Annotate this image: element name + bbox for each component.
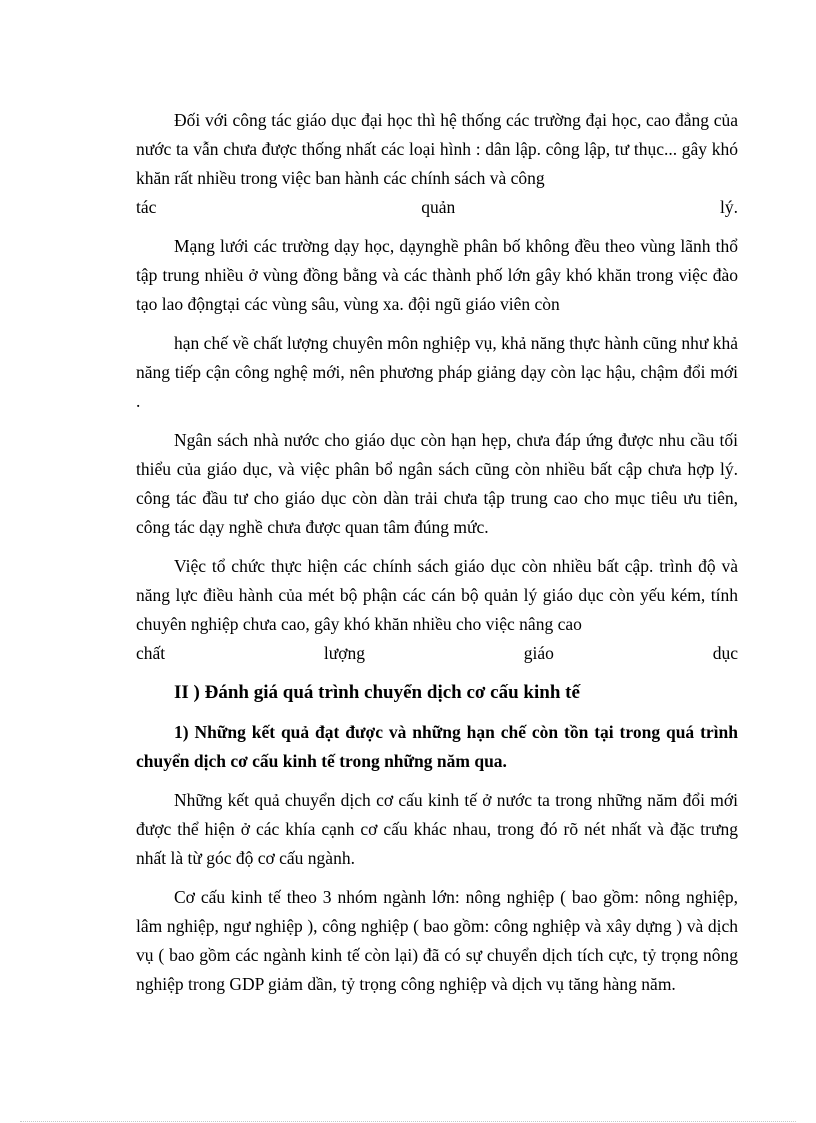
word: dục bbox=[712, 643, 738, 663]
word: quản bbox=[421, 197, 456, 217]
paragraph-university-system-last-line bbox=[136, 193, 738, 222]
word: lý. bbox=[720, 197, 738, 217]
subsection-heading: 1) Những kết quả đạt được và những hạn chế còn tồn tại trong quá trình chuyển dịch cơ cấu kinh tế trong những năm qua. bbox=[136, 722, 738, 771]
word: giáo bbox=[523, 643, 554, 663]
word: chất bbox=[136, 643, 166, 663]
paragraph-three-sectors: Cơ cấu kinh tế theo 3 nhóm ngành lớn: nông nghiệp ( bao gồm: nông nghiệp, lâm nghiệp, ngư nghiệp ), công nghiệp ( bao gồm: công nghiệp và xây dựng ) và dịch vụ ( bao gồm các ngành kinh tế còn lại) đã có sự chuyển dịch tích cực, tỷ trọng nông nghiệp trong GDP giảm dần, tỷ trọng công nghiệp và dịch vụ tăng hàng năm. bbox=[136, 887, 738, 994]
section-heading: II ) Đánh giá quá trình chuyển dịch cơ cấu kinh tế bbox=[174, 682, 580, 703]
paragraph-university-system: Đối với công tác giáo dục đại học thì hệ thống các trường đại học, cao đẳng của nước ta vẫn chưa được thống nhất các loại hình : dân lập. công lập, tư thục... gây khó khăn rất nhiều trong việc ban hành các chính sách và công bbox=[136, 110, 738, 188]
paragraph-restructuring-results: Những kết quả chuyển dịch cơ cấu kinh tế ở nước ta trong những năm đổi mới được thể hiện ở các khía cạnh cơ cấu khác nhau, trong đó rõ nét nhất và đặc trưng nhất là từ góc độ cơ cấu ngành. bbox=[136, 790, 738, 868]
paragraph-school-network: Mạng lưới các trường dạy học, dạynghề phân bố không đều theo vùng lãnh thổ tập trung nhiều ở vùng đồng bằng và các thành phố lớn gây khó khăn trong việc đào tạo lao độngtại các vùng sâu, vùng xa. đội ngũ giáo viên còn bbox=[136, 236, 738, 314]
word: tác bbox=[136, 197, 157, 217]
word: lượng bbox=[323, 643, 366, 663]
paragraph-policy-implementation-last-line bbox=[136, 639, 738, 668]
paragraph-teacher-quality: hạn chế về chất lượng chuyên môn nghiệp vụ, khả năng thực hành cũng như khả năng tiếp cận công nghệ mới, nên phương pháp giảng dạy còn lạc hậu, chậm đổi mới . bbox=[136, 333, 738, 411]
page-bottom-rule bbox=[20, 1121, 796, 1122]
paragraph-state-budget: Ngân sách nhà nước cho giáo dục còn hạn hẹp, chưa đáp ứng được nhu cầu tối thiểu của giáo dục, và việc phân bổ ngân sách cũng còn nhiều bất cập chưa hợp lý. công tác đầu tư cho giáo dục còn dàn trải chưa tập trung cao cho mục tiêu ưu tiên, công tác dạy nghề chưa được quan tâm đúng mức. bbox=[136, 430, 738, 537]
document-body bbox=[136, 106, 738, 999]
paragraph-policy-implementation: Việc tổ chức thực hiện các chính sách giáo dục còn nhiều bất cập. trình độ và năng lực điều hành của mét bộ phận các cán bộ quản lý giáo dục còn yếu kém, tính chuyên nghiệp chưa cao, gây khó khăn nhiều cho việc nâng cao bbox=[136, 556, 738, 634]
